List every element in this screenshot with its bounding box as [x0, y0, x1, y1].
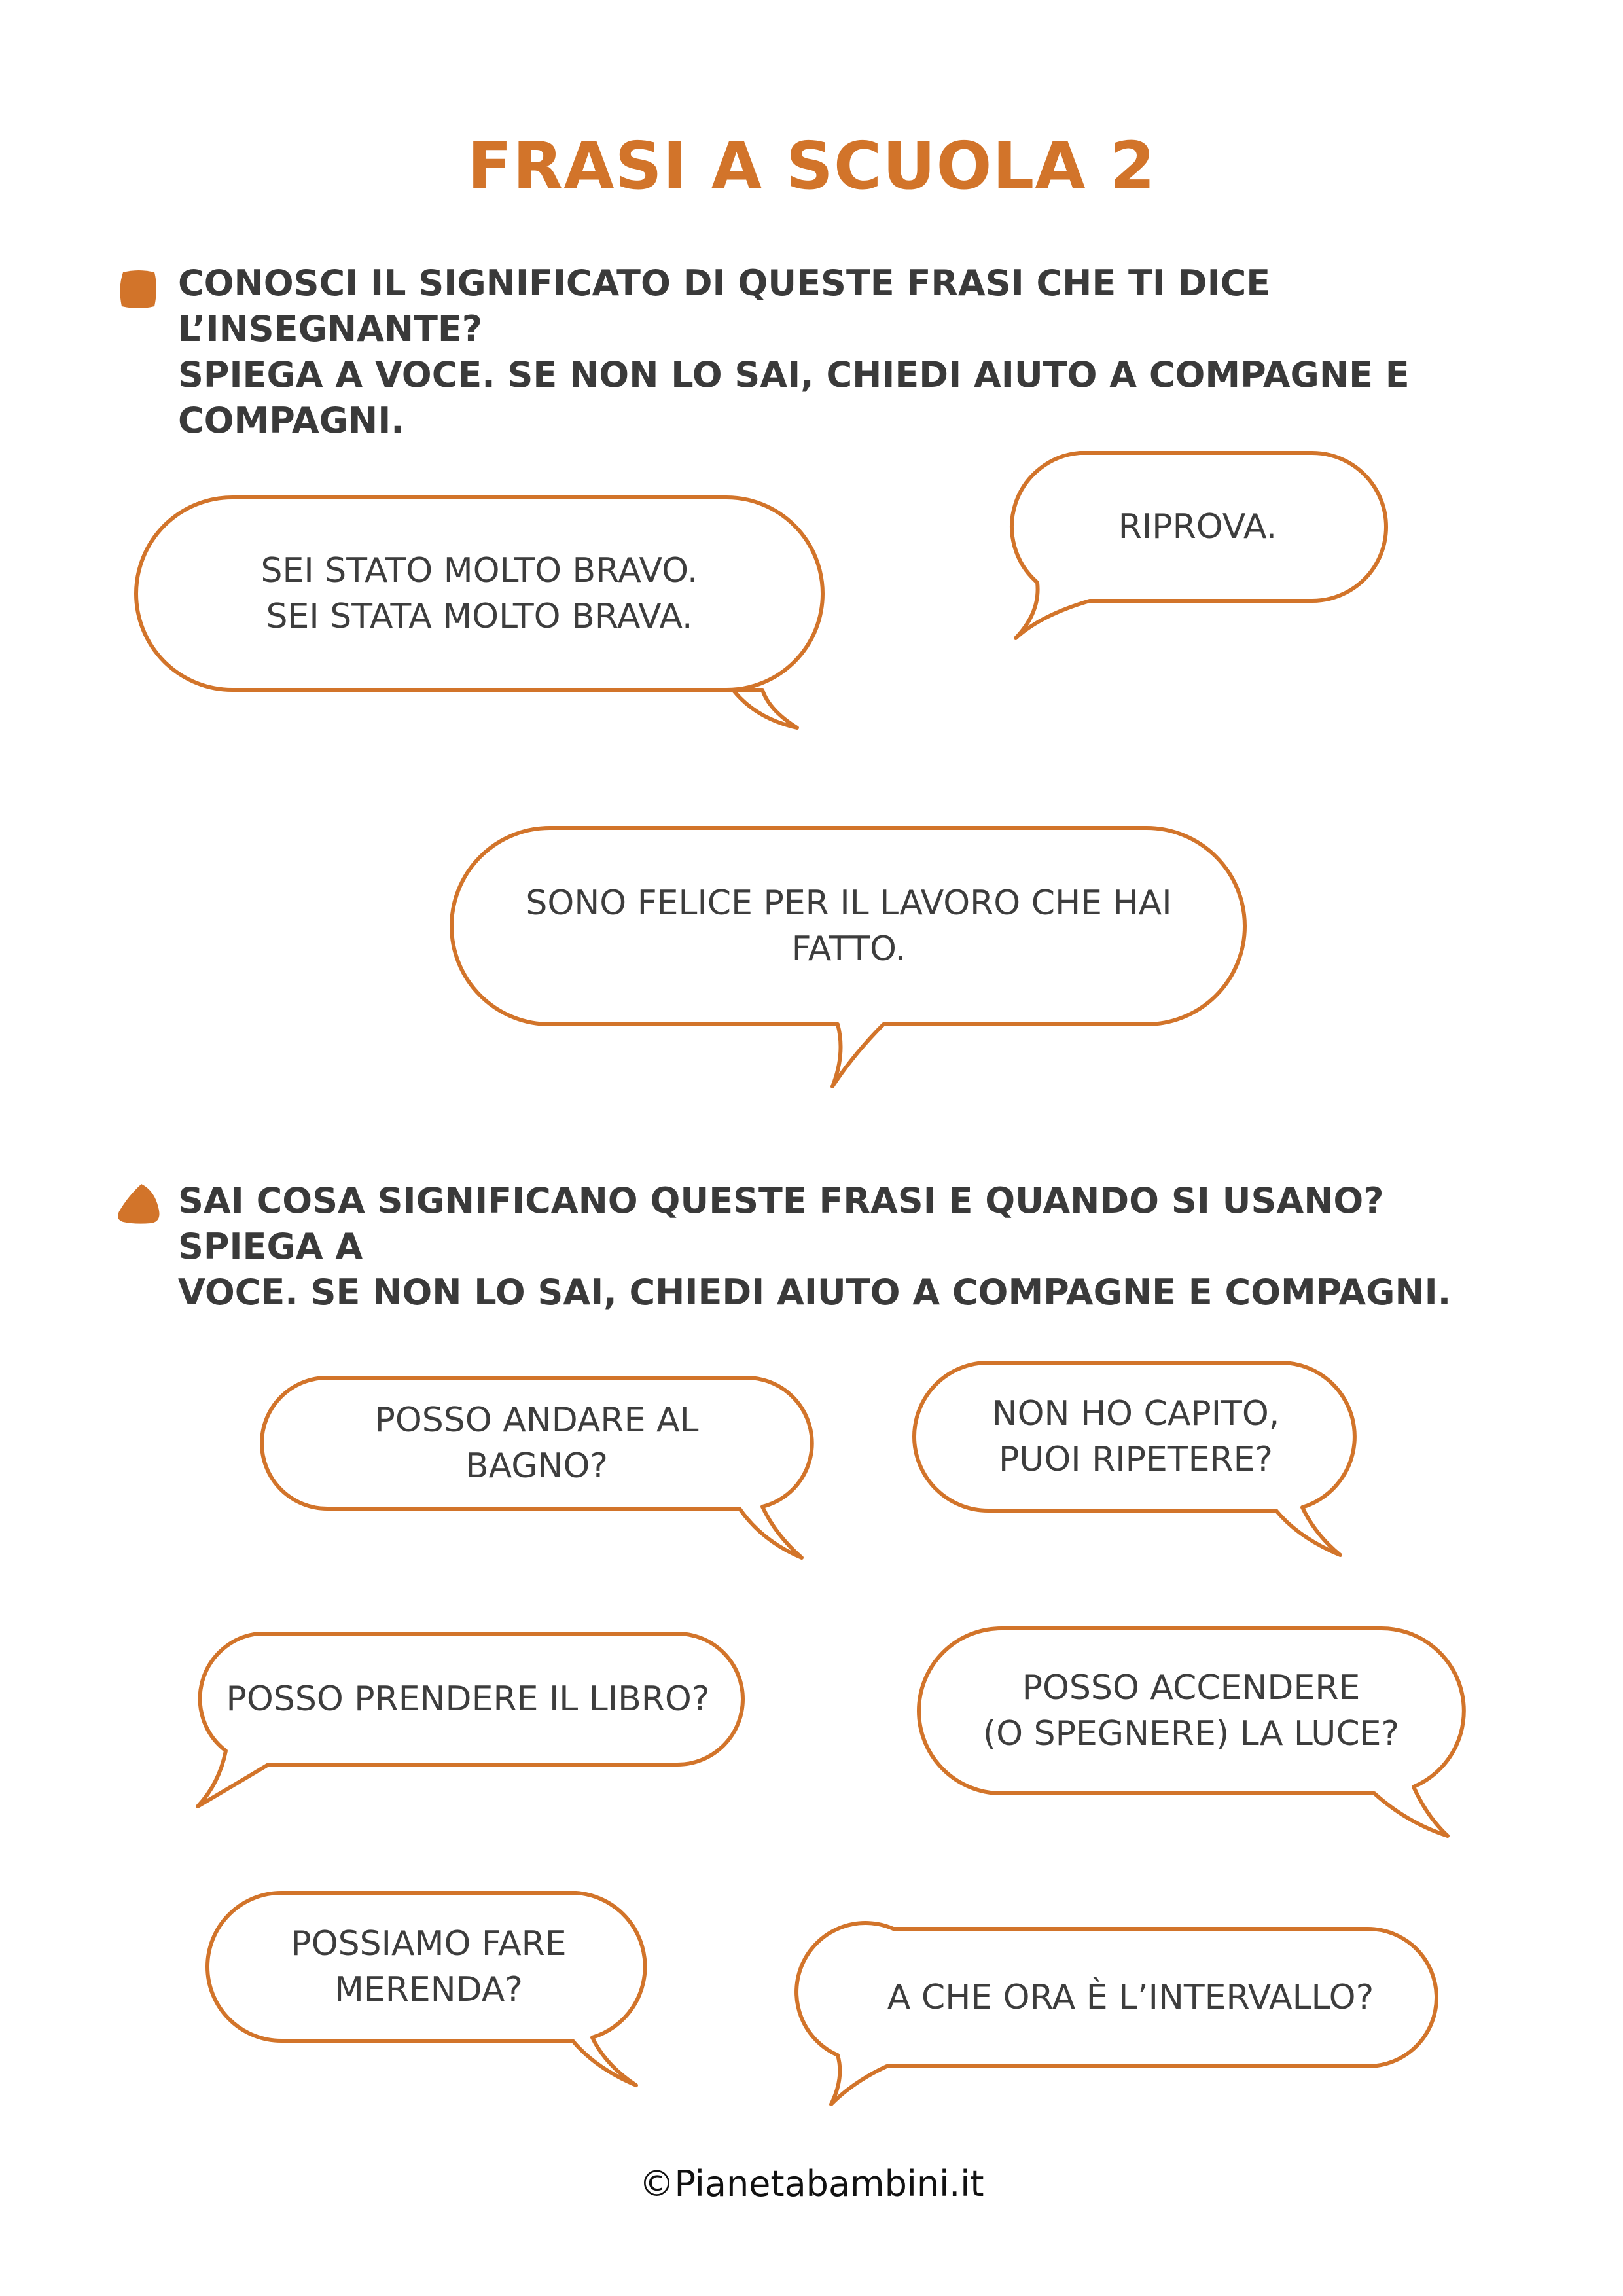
- instruction-2-line-2: VOCE. SE NON LO SAI, CHIEDI AIUTO A COMPAGNE E COMPAGNI.: [178, 1272, 1452, 1313]
- speech-bubble-6: POSSO PRENDERE IL LIBRO?: [226, 1679, 710, 1719]
- page-title: FRASI A SCUOLA 2: [467, 128, 1156, 204]
- instruction-1-line-3: COMPAGNI.: [178, 400, 404, 441]
- instruction-1-line-1: CONOSCI IL SIGNIFICATO DI QUESTE FRASI CHE TI DICE L’INSEGNANTE?: [178, 262, 1271, 350]
- speech-bubble-2: RIPROVA.: [1118, 507, 1277, 547]
- speech-bubble-4: POSSO ANDARE AL BAGNO?: [374, 1401, 699, 1486]
- speech-bubble-7: POSSO ACCENDERE (O SPEGNERE) LA LUCE?: [982, 1668, 1400, 1753]
- speech-bubble-8: POSSIAMO FARE MERENDA?: [291, 1924, 567, 2009]
- instruction-2-line-1: SAI COSA SIGNIFICANO QUESTE FRASI E QUANDO SI USANO? SPIEGA A: [178, 1180, 1384, 1267]
- speech-bubble-3: SONO FELICE PER IL LAVORO CHE HAI FATTO.: [526, 884, 1172, 969]
- speech-bubble-1: SEI STATO MOLTO BRAVO. SEI STATA MOLTO BRAVA.: [260, 551, 698, 636]
- instruction-1-line-2: SPIEGA A VOCE. SE NON LO SAI, CHIEDI AIUTO A COMPAGNE E: [178, 354, 1410, 395]
- speech-bubble-5: NON HO CAPITO, PUOI RIPETERE?: [991, 1394, 1280, 1479]
- copyright-footer: ©Pianetabambini.it: [639, 2163, 984, 2204]
- speech-bubble-9: A CHE ORA È L’INTERVALLO?: [887, 1978, 1374, 2017]
